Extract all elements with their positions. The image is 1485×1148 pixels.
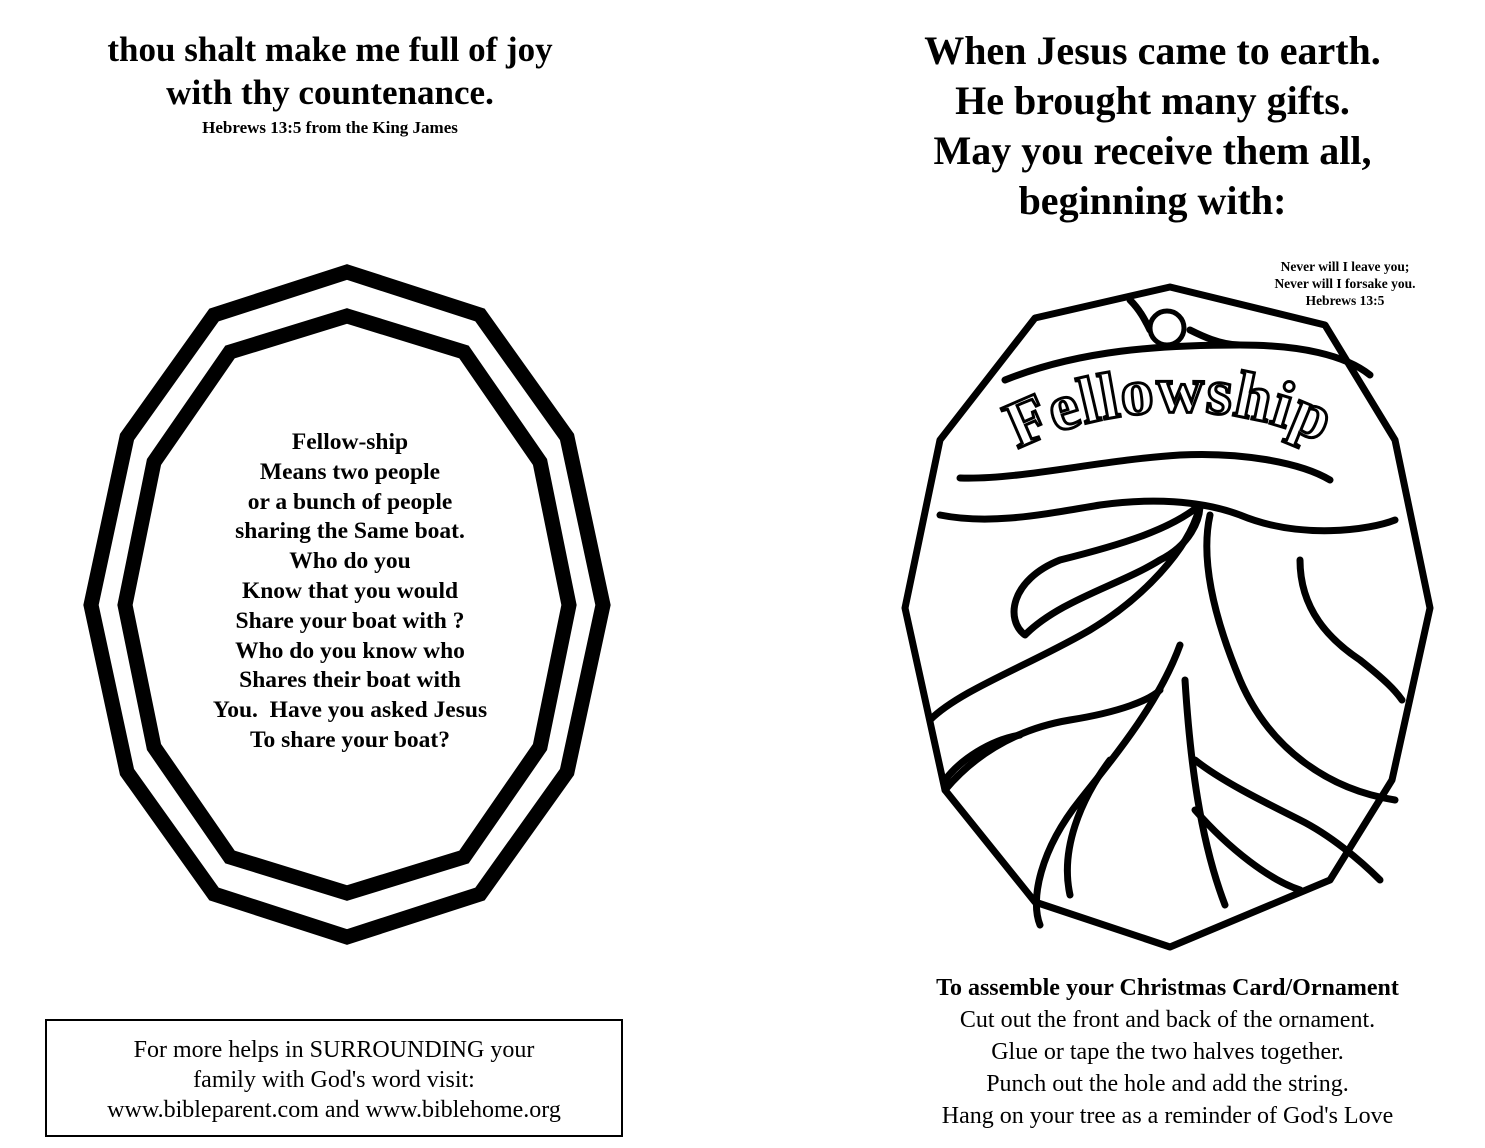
ornament-banner-bottom [960, 454, 1330, 480]
instructions-heading: To assemble your Christmas Card/Ornament [936, 975, 1399, 1001]
poem-line: Share your boat with ? [235, 607, 465, 634]
title-line: He brought many gifts. [955, 78, 1350, 123]
hanger-hole-icon [1150, 311, 1184, 345]
instruction-line: Hang on your tree as a reminder of God's Love [941, 1103, 1394, 1129]
ornament-wave [1300, 560, 1402, 700]
fellowship-arched-word: Fellowship [994, 353, 1345, 463]
poem-line: Know that you would [241, 577, 459, 604]
helps-line: For more helps in SURROUNDING your [133, 1037, 535, 1063]
instruction-line: Punch out the hole and add the string. [986, 1071, 1349, 1097]
helps-line: family with God's word visit: [193, 1067, 475, 1093]
poem-line: Means two people [259, 458, 441, 485]
assembly-instructions [850, 972, 1485, 1132]
ornament-wave [1185, 680, 1225, 905]
poem-line: Fellow-ship [291, 429, 409, 455]
ornament-wave [1195, 760, 1380, 880]
ornament-wave [1067, 760, 1110, 895]
small-verse-line: Never will I forsake you. [1274, 276, 1416, 291]
title-line: beginning with: [1018, 178, 1287, 223]
ornament-cap-line [1130, 300, 1150, 330]
helps-line-links: www.bibleparent.com and www.biblehome.org [107, 1097, 561, 1123]
poem-line: Who do you know who [235, 637, 465, 664]
verse-line: thou shalt make me full of joy [107, 30, 553, 69]
poem-line: Who do you [289, 548, 411, 575]
poem-line: or a bunch of people [247, 488, 453, 515]
small-verse-line: Hebrews 13:5 [1305, 293, 1385, 308]
verse-line: with thy countenance. [166, 73, 494, 112]
poem-line: sharing the Same boat. [235, 518, 465, 545]
title-line: When Jesus came to earth. [924, 28, 1381, 73]
poem-line: Shares their boat with [239, 667, 461, 694]
title-line: May you receive them all, [933, 128, 1372, 173]
small-verse-line: Never will I leave you; [1280, 259, 1410, 274]
poem-line: You. Have you asked Jesus [212, 697, 488, 724]
verse-reference: Hebrews 13:5 from the King James [202, 118, 458, 137]
instruction-line: Glue or tape the two halves together. [991, 1039, 1344, 1065]
poem-line: To share your boat? [249, 726, 450, 753]
instruction-line: Cut out the front and back of the ornament. [959, 1007, 1376, 1033]
